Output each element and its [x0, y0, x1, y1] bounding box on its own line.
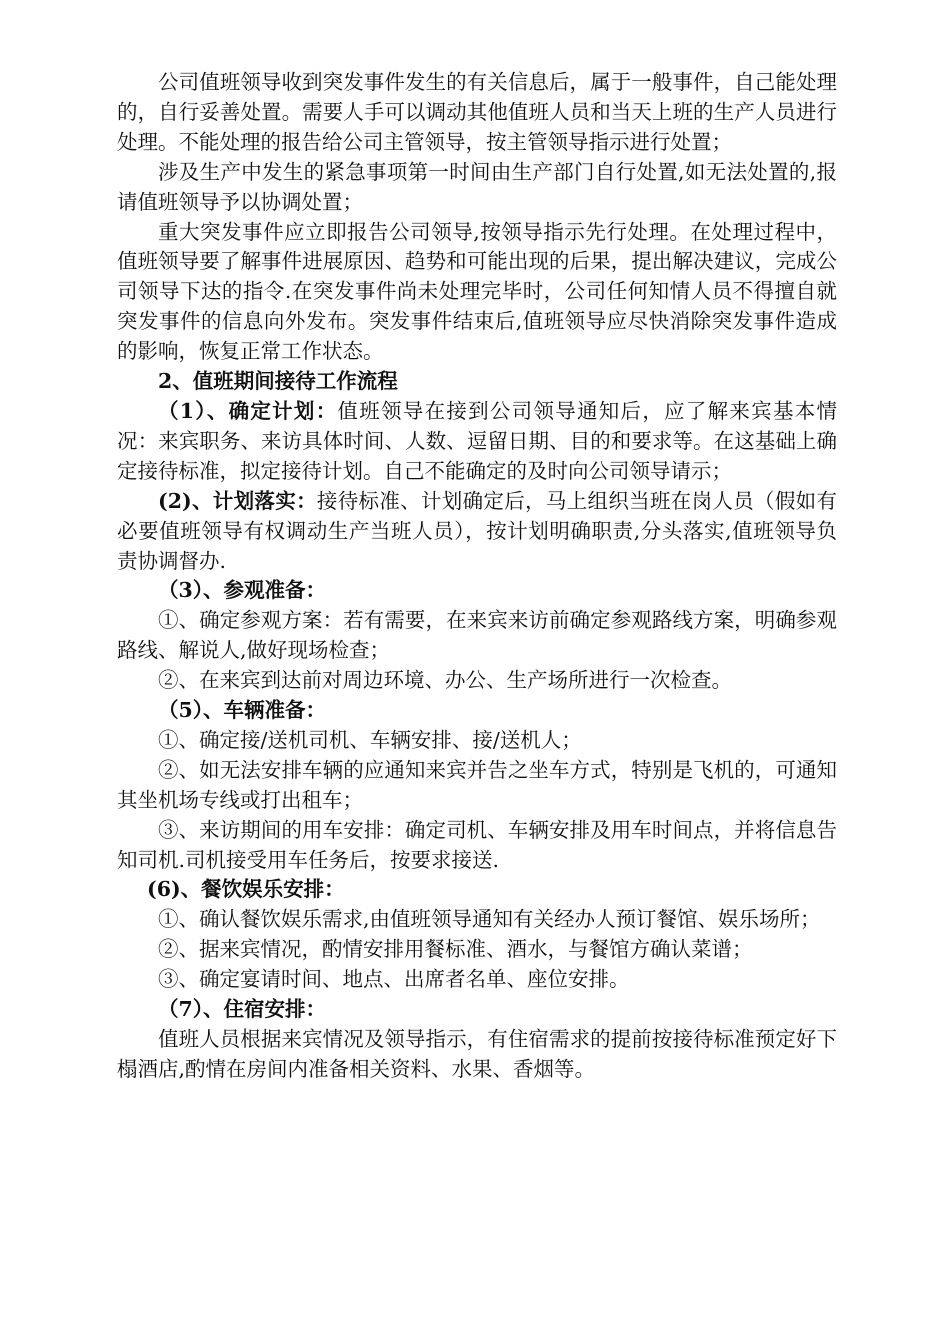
- vehicle-item: ③、来访期间的用车安排：确定司机、车辆安排及用车时间点，并将信息告知司机.司机接受用车任务后，按要求接送.: [117, 817, 837, 872]
- plan-text: 值班领导在接到公司领导通知后，应了解来宾基本情况：来宾职务、来访具体时间、人数、逗留日期、目的和要求等。在这基础上确定接待标准，拟定接待计划。自己不能确定的及时向公司领导请示；: [117, 398, 838, 483]
- vehicle-item: ①、确定接/送机司机、车辆安排、接/送机人；: [158, 727, 582, 752]
- paragraph-general-event: 公司值班领导收到突发事件发生的有关信息后，属于一般事件，自己能处理的，自行妥善处置。需要人手可以调动其他值班人员和当天上班的生产人员进行处理。不能处理的报告给公司主管领导，按主管领导指示进行处置；: [117, 70, 837, 154]
- vehicle-item: ②、如无法安排车辆的应通知来宾并告之坐车方式，特别是飞机的，可通知其坐机场专线或打出租车；: [117, 757, 837, 812]
- lodging-heading: （7）、住宿安排：: [158, 997, 327, 1022]
- lodging-text: 值班人员根据来宾情况及领导指示，有住宿需求的提前按接待标准预定好下榻酒店,酌情在房间内准备相关资料、水果、香烟等。: [117, 1027, 837, 1081]
- implement-label: (2)、计划落实：: [158, 488, 317, 513]
- dining-item: ①、确认餐饮娱乐需求,由值班领导通知有关经办人预订餐馆、娱乐场所；: [158, 907, 821, 932]
- paragraph-major-event: 重大突发事件应立即报告公司领导,按领导指示先行处理。在处理过程中，值班领导要了解事件进展原因、趋势和可能出现的后果，提出解决建议，完成公司领导下达的指令.在突发事件尚未处理完毕时，公司任何知情人员不得擅自就突发事件的信息向外发布。突发事件结束后,值班领导应尽快消除突发事件造成的影响，恢复正常工作状态。: [117, 219, 837, 364]
- visit-heading: （3）、参观准备：: [158, 578, 327, 603]
- visit-item: ①、确定参观方案：若有需要，在来宾来访前确定参观路线方案，明确参观路线、解说人,做好现场检查；: [117, 608, 837, 663]
- implement-text: 接待标准、计划确定后，马上组织当班在岗人员（假如有必要值班领导有权调动生产当班人员），按计划明确职责,分头落实,值班领导负责协调督办.: [117, 488, 837, 573]
- paragraph-production-emergency: 涉及生产中发生的紧急事项第一时间由生产部门自行处置,如无法处置的,报请值班领导予以协调处置；: [117, 159, 837, 214]
- dining-item: ③、确定宴请时间、地点、出席者名单、座位安排。: [158, 967, 630, 992]
- visit-item: ②、在来宾到达前对周边环境、办公、生产场所进行一次检查。: [158, 668, 732, 693]
- document-page: [117, 68, 837, 1085]
- implement-paragraph: [117, 487, 837, 577]
- vehicle-heading: （5）、车辆准备：: [158, 698, 327, 723]
- dining-heading: (6)、餐饮娱乐安排：: [147, 877, 345, 902]
- section-heading-reception-process: 2、值班期间接待工作流程: [158, 369, 398, 394]
- plan-label: （1）、确定计划：: [158, 398, 338, 423]
- plan-paragraph: [117, 397, 837, 487]
- dining-item: ②、据来宾情况，酌情安排用餐标准、酒水，与餐馆方确认菜谱；: [158, 937, 753, 962]
